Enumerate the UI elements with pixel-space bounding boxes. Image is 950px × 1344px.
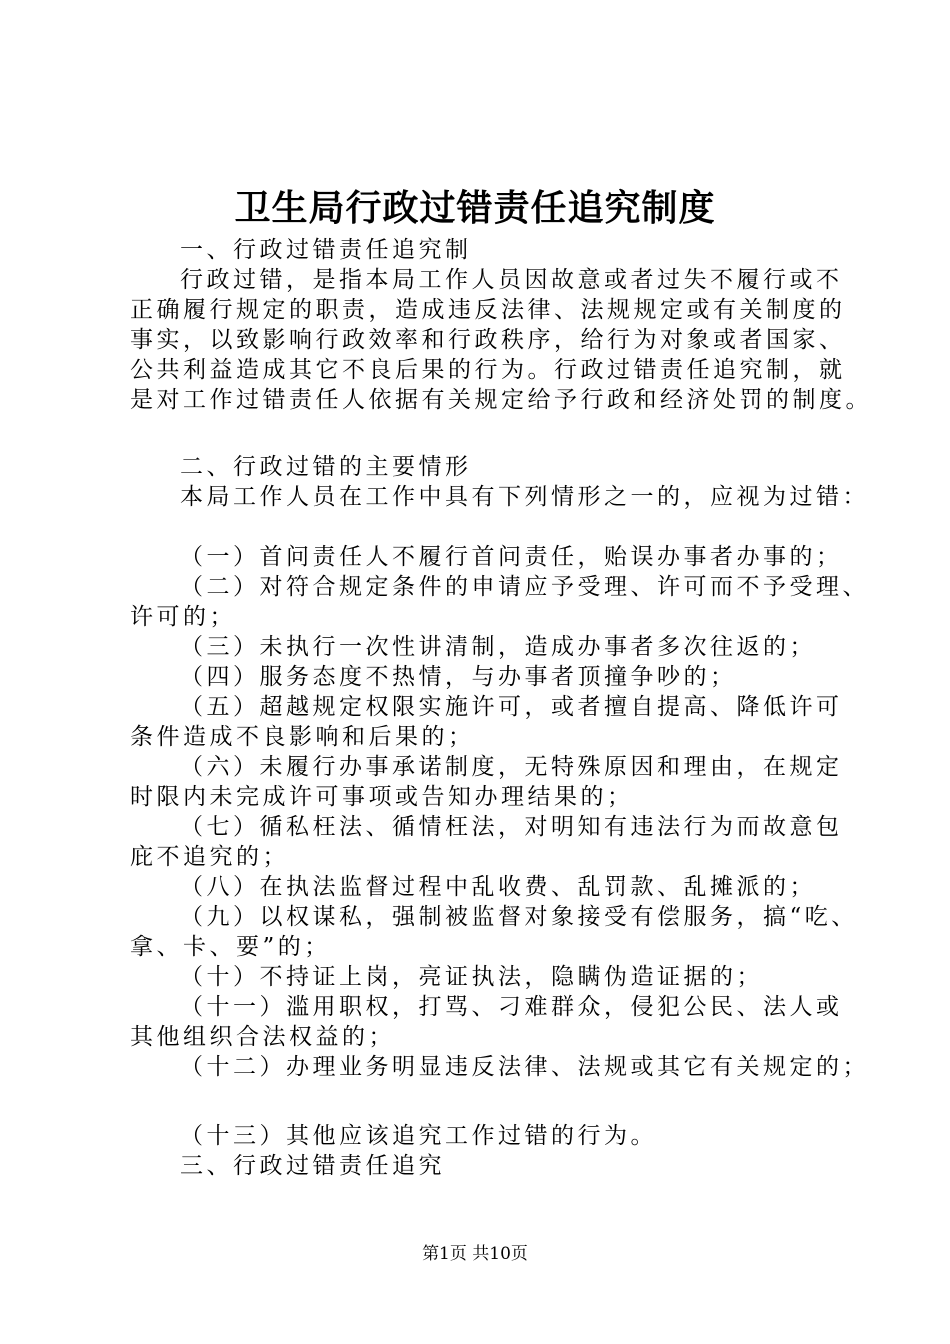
text-line: （五）超越规定权限实施许可，或者擅自提高、降低许可 — [180, 694, 843, 720]
text-line: （十二）办理业务明显违反法律、法规或其它有关规定的； — [180, 1054, 869, 1080]
text-line: （六）未履行办事承诺制度，无特殊原因和理由，在规定 — [180, 754, 843, 780]
text-section — [130, 452, 869, 512]
page-footer: 第1页 共10页 — [422, 1244, 528, 1264]
text-line: （四）服务态度不热情，与办事者顶撞争吵的； — [180, 664, 737, 690]
text-line: （七）循私枉法、循情枉法，对明知有违法行为而故意包 — [180, 814, 843, 840]
text-line: 正确履行规定的职责，造成违反法律、法规规定或有关制度的 — [130, 297, 846, 323]
text-line: 二、行政过错的主要情形 — [180, 454, 472, 480]
text-line: 是对工作过错责任人依据有关规定给予行政和经济处罚的制度。 — [130, 387, 872, 413]
text-line: 其他组织合法权益的； — [130, 1024, 395, 1050]
text-section — [130, 235, 872, 415]
text-line: （十）不持证上岗，亮证执法，隐瞒伪造证据的； — [180, 964, 763, 990]
text-line: 三、行政过错责任追究 — [180, 1153, 445, 1179]
text-line: （八）在执法监督过程中乱收费、乱罚款、乱摊派的； — [180, 874, 816, 900]
text-line: （九）以权谋私，强制被监督对象接受有偿服务，搞“吃、 — [180, 904, 858, 930]
text-line: 条件造成不良影响和后果的； — [130, 724, 475, 750]
text-line: 本局工作人员在工作中具有下列情形之一的，应视为过错： — [180, 484, 869, 510]
text-line: （三）未执行一次性讲清制，造成办事者多次往返的； — [180, 634, 816, 660]
text-line: （一）首问责任人不履行首问责任，贻误办事者办事的； — [180, 544, 843, 570]
text-line: 许可的； — [130, 604, 236, 630]
text-line: 行政过错，是指本局工作人员因故意或者过失不履行或不 — [180, 267, 843, 293]
text-line: 公共利益造成其它不良后果的行为。行政过错责任追究制，就 — [130, 357, 846, 383]
text-line: （十一）滥用职权，打骂、刁难群众，侵犯公民、法人或 — [180, 994, 843, 1020]
text-line: 拿、卡、要”的； — [130, 934, 331, 960]
text-section — [130, 542, 869, 1082]
text-line: 事实，以致影响行政效率和行政秩序，给行为对象或者国家、 — [130, 327, 846, 353]
text-line: （十三）其他应该追究工作过错的行为。 — [180, 1123, 657, 1149]
document-title: 卫生局行政过错责任追究制度 — [234, 187, 716, 229]
text-line: 时限内未完成许可事项或告知办理结果的； — [130, 784, 634, 810]
text-line: 一、行政过错责任追究制 — [180, 237, 472, 263]
text-section — [130, 1121, 850, 1181]
text-line: （二）对符合规定条件的申请应予受理、许可而不予受理、 — [180, 574, 869, 600]
text-line: 庇不追究的； — [130, 844, 289, 870]
